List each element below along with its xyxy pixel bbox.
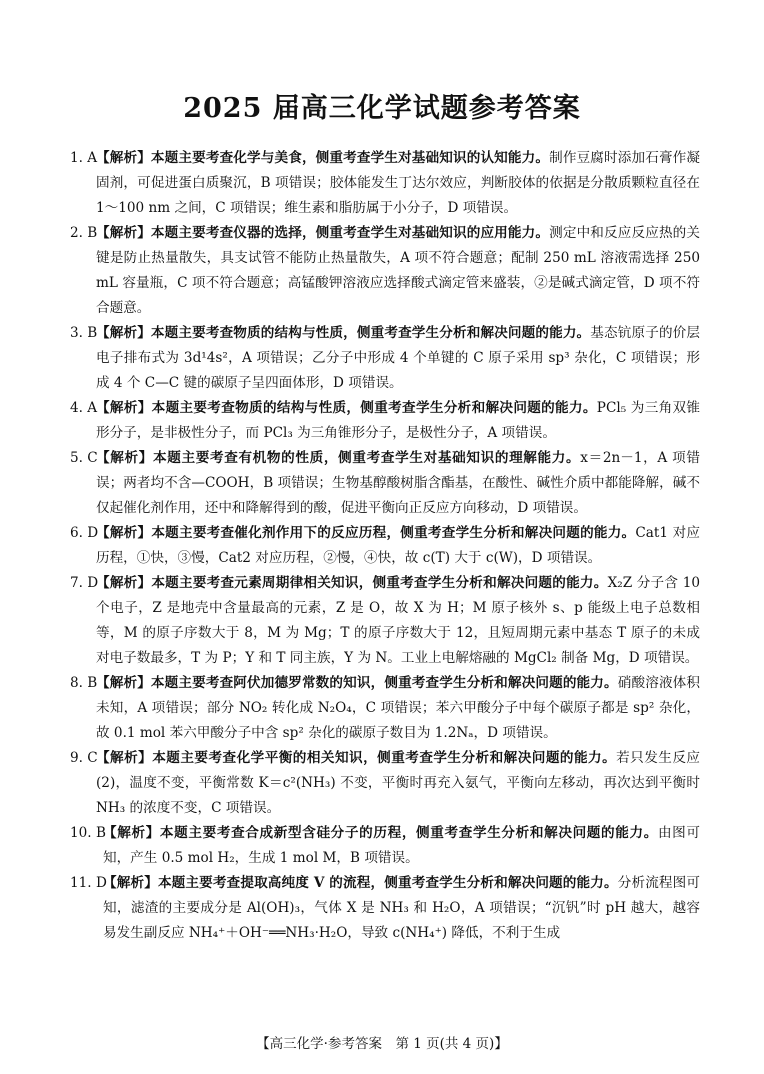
analysis-tag: 【解析】	[96, 400, 152, 416]
analysis-focus: 本题主要考查有机物的性质，侧重考查学生对基础知识的理解能力。	[152, 450, 581, 466]
analysis-focus: 本题主要考查提取高纯度 V 的流程，侧重考查学生分析和解决问题的能力。	[157, 875, 618, 891]
analysis-focus: 本题主要考查催化剂作用下的反应历程，侧重考查学生分析和解决问题的能力。	[151, 525, 636, 541]
answer-number: 8. B	[70, 675, 98, 691]
answer-number: 2. B	[70, 225, 98, 241]
analysis-tag: 【解析】	[96, 525, 152, 541]
analysis-tag: 【解析】	[103, 875, 158, 891]
analysis-tag: 【解析】	[96, 150, 151, 166]
analysis-body: x＝2n－1，A 项错误；两者均不含—COOH，B 项错误；生物基醇酸树脂含酯基，在酸性、碱性介质中都能降解，碱不仅起催化剂作用，还中和降解得到的酸，促进平衡向正反应方向移动，D 项错误。	[96, 450, 701, 516]
analysis-tag: 【解析】	[96, 675, 151, 691]
answer-item	[70, 671, 700, 746]
answer-item	[70, 871, 700, 946]
analysis-focus: 本题主要考查仪器的选择，侧重考查学生对基础知识的应用能力。	[150, 225, 550, 241]
analysis-tag: 【解析】	[96, 750, 153, 766]
analysis-tag: 【解析】	[96, 325, 151, 341]
analysis-tag: 【解析】	[96, 225, 151, 241]
analysis-focus: 本题主要考查合成新型含硅分子的历程，侧重考查学生分析和解决问题的能力。	[159, 825, 658, 841]
analysis-body: PCl₅ 为三角双锥形分子，是非极性分子，而 PCl₃ 为三角锥形分子，是极性分子，A 项错误。	[96, 400, 701, 441]
answer-item	[70, 396, 700, 446]
answer-item	[70, 221, 700, 321]
page-title: 2025 届高三化学试题参考答案	[183, 93, 581, 124]
analysis-body: 制作豆腐时添加石膏作凝固剂，可促进蛋白质聚沉，B 项错误；胶体能发生丁达尔效应，判断胶体的依据是分散质颗粒直径在 1～100 nm 之间，C 项错误；维生素和脂肪属于小分子，D 项错误。	[96, 150, 701, 216]
answer-number: 7. D	[70, 575, 99, 591]
answer-item	[70, 521, 700, 571]
analysis-body: 测定中和反应反应热的关键是防止热量散失，具支试管不能防止热量散失，A 项不符合题意；配制 250 mL 溶液需选择 250 mL 容量瓶，C 项不符合题意；高锰酸钾溶液应选择酸式滴定管来盛装，②是碱式滴定管，D 项不符合题意。	[96, 225, 701, 316]
analysis-focus: 本题主要考查物质的结构与性质，侧重考查学生分析和解决问题的能力。	[151, 400, 597, 416]
answer-number: 10. B	[70, 825, 106, 841]
answer-number: 3. B	[70, 325, 98, 341]
analysis-body: X₂Z 分子含 10 个电子，Z 是地壳中含量最高的元素，Z 是 O，故 X 为 H；M 原子核外 s、p 能级上电子总数相等，M 的原子序数大于 8，M 为 Mg；T 的原子序数大于 12，且短周期元素中基态 T 原子的未成对电子数最多，T 为 P；Y 和 T 同主族，Y 为 N。工业上电解熔融的 MgCl₂ 制备 Mg，D 项错误。	[96, 575, 701, 666]
analysis-body: 分析流程图可知，滤渣的主要成分是 Al(OH)₃，气体 X 是 NH₃ 和 H₂O，A 项错误；“沉钒”时 pH 越大，越容易发生副反应 NH₄⁺＋OH⁻══NH₃·H₂O，导致 c(NH₄⁺) 降低，不利于生成	[103, 875, 700, 941]
analysis-tag: 【解析】	[96, 575, 152, 591]
answer-list	[70, 146, 700, 946]
analysis-body: Cat1 对应历程，①快，③慢，Cat2 对应历程，②慢，④快，故 c(T) 大于 c(W)，D 项错误。	[96, 525, 700, 566]
analysis-focus: 本题主要考查元素周期律相关知识，侧重考查学生分析和解决问题的能力。	[151, 575, 608, 591]
analysis-focus: 本题主要考查物质的结构与性质，侧重考查学生分析和解决问题的能力。	[150, 325, 591, 341]
analysis-body: 基态钪原子的价层电子排布式为 3d¹4s²，A 项错误；乙分子中形成 4 个单键的 C 原子采用 sp³ 杂化，C 项错误；形成 4 个 C—C 键的碳原子呈四面体形，D 项错误。	[96, 325, 701, 391]
answer-item	[70, 746, 700, 821]
answer-number: 1. A	[70, 150, 98, 166]
answer-number: 4. A	[70, 400, 98, 416]
analysis-body: 由图可知，产生 0.5 mol H₂，生成 1 mol M，B 项错误。	[103, 825, 701, 866]
answer-number: 5. C	[70, 450, 98, 466]
analysis-tag: 【解析】	[96, 450, 153, 466]
analysis-body: 若只发生反应(2)，温度不变，平衡常数 K＝c²(NH₃) 不变，平衡时再充入氨气，平衡向左移动，再次达到平衡时 NH₃ 的浓度不变，C 项错误。	[96, 750, 701, 816]
analysis-focus: 本题主要考查化学与美食，侧重考查学生对基础知识的认知能力。	[150, 150, 550, 166]
answer-item	[70, 446, 700, 521]
answer-number: 11. D	[70, 875, 107, 891]
analysis-focus: 本题主要考查阿伏加德罗常数的知识，侧重考查学生分析和解决问题的能力。	[150, 675, 618, 691]
answer-number: 6. D	[70, 525, 99, 541]
analysis-body: 硝酸溶液体积未知，A 项错误；部分 NO₂ 转化成 N₂O₄，C 项错误；苯六甲酸分子中每个碳原子都是 sp² 杂化，故 0.1 mol 苯六甲酸分子中含 sp² 杂化的碳原子数目为 1.2Nₐ，D 项错误。	[96, 675, 701, 741]
answer-item	[70, 571, 700, 671]
page-footer: 【高三化学·参考答案 第 1 页(共 4 页)】	[256, 1036, 508, 1052]
answer-item	[70, 821, 700, 871]
analysis-focus: 本题主要考查化学平衡的相关知识，侧重考查学生分析和解决问题的能力。	[152, 750, 617, 766]
analysis-tag: 【解析】	[103, 825, 160, 841]
answer-item	[70, 146, 700, 221]
answer-item	[70, 321, 700, 396]
answer-number: 9. C	[70, 750, 98, 766]
